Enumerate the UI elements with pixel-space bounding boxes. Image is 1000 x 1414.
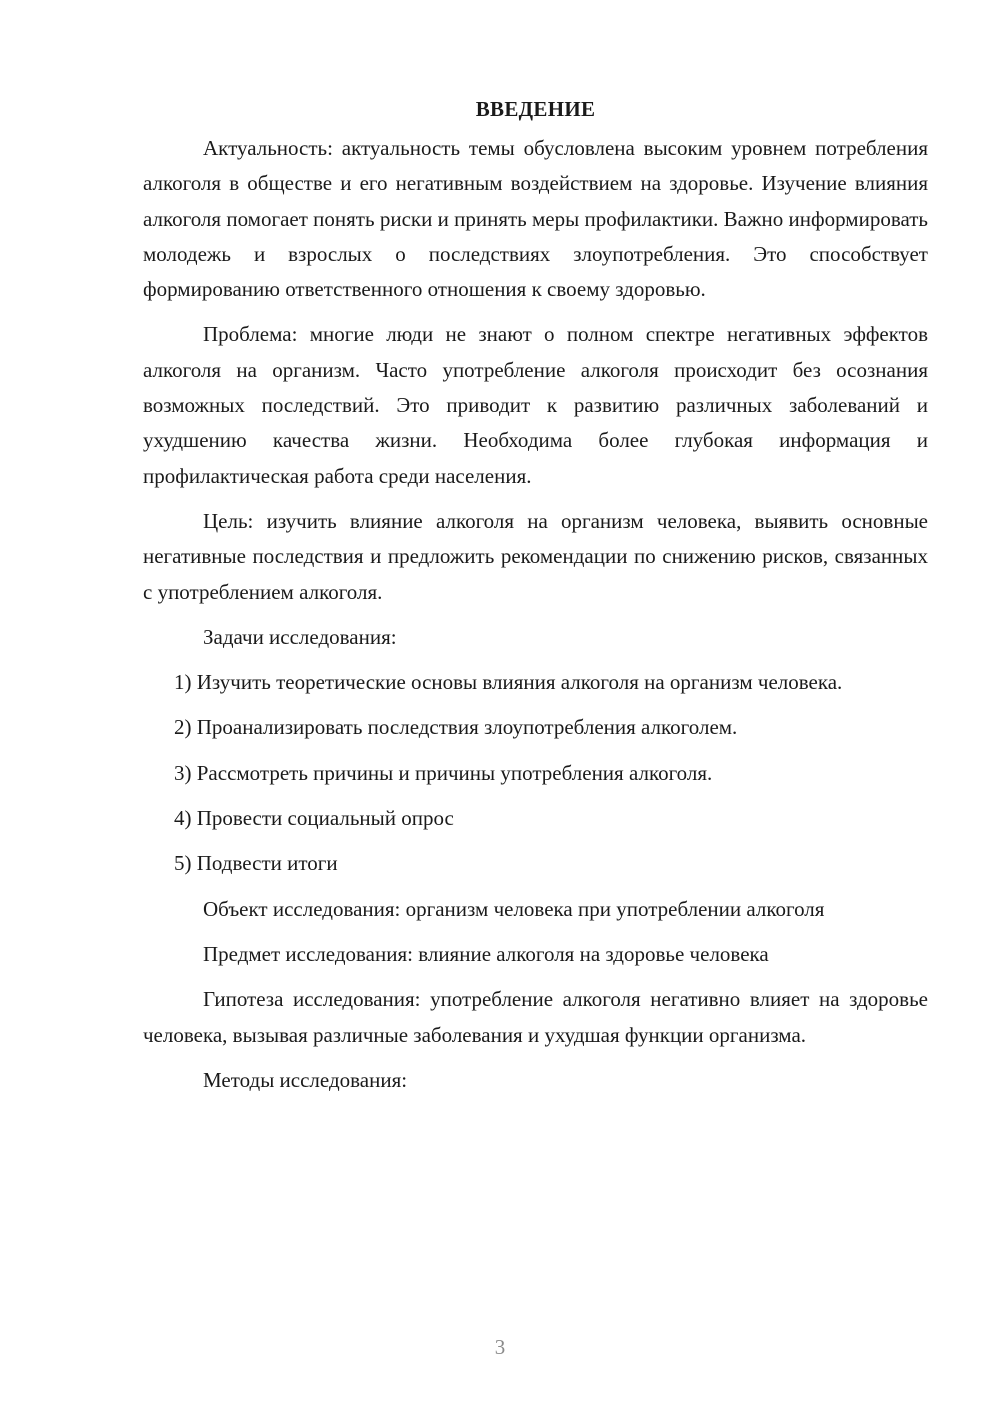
- problem-paragraph: Проблема: многие люди не знают о полном спектре негативных эффектов алкоголя на организм. Часто употребление алкоголя происходит без осознания возможных последствий. Это приводит к развитию различных заболеваний и ухудшению качества жизни. Необходима более глубокая информация и профилактическая работа среди населения.: [143, 322, 928, 488]
- document-page: [143, 92, 928, 1098]
- section-title: ВВЕДЕНИЕ: [475, 97, 596, 121]
- task-item: 2) Проанализировать последствия злоупотребления алкоголем.: [174, 715, 738, 740]
- subject-paragraph: Предмет исследования: влияние алкоголя на здоровье человека: [203, 941, 769, 966]
- task-item: 4) Провести социальный опрос: [174, 806, 454, 831]
- goal-paragraph: Цель: изучить влияние алкоголя на организм человека, выявить основные негативные последствия и предложить рекомендации по снижению рисков, связанных с употреблением алкоголя.: [143, 508, 928, 604]
- tasks-heading: Задачи исследования:: [203, 624, 397, 649]
- task-item: 3) Рассмотреть причины и причины употребления алкоголя.: [174, 760, 713, 785]
- hypothesis-paragraph: Гипотеза исследования: употребление алкоголя негативно влияет на здоровье человека, вызывая различные заболевания и ухудшая функции организма.: [143, 987, 928, 1047]
- task-item: 5) Подвести итоги: [174, 851, 338, 876]
- task-item: 1) Изучить теоретические основы влияния алкоголя на организм человека.: [174, 670, 843, 695]
- page-number: 3: [494, 1335, 506, 1359]
- object-paragraph: Объект исследования: организм человека при употреблении алкоголя: [203, 896, 825, 921]
- relevance-paragraph: Актуальность: актуальность темы обусловлена высоким уровнем потребления алкоголя в обществе и его негативным воздействием на здоровье. Изучение влияния алкоголя помогает понять риски и принять меры профилактики. Важно информировать молодежь и взрослых о последствиях злоупотребления. Это способствует формированию ответственного отношения к своему здоровью.: [143, 136, 928, 302]
- methods-heading: Методы исследования:: [203, 1067, 408, 1092]
